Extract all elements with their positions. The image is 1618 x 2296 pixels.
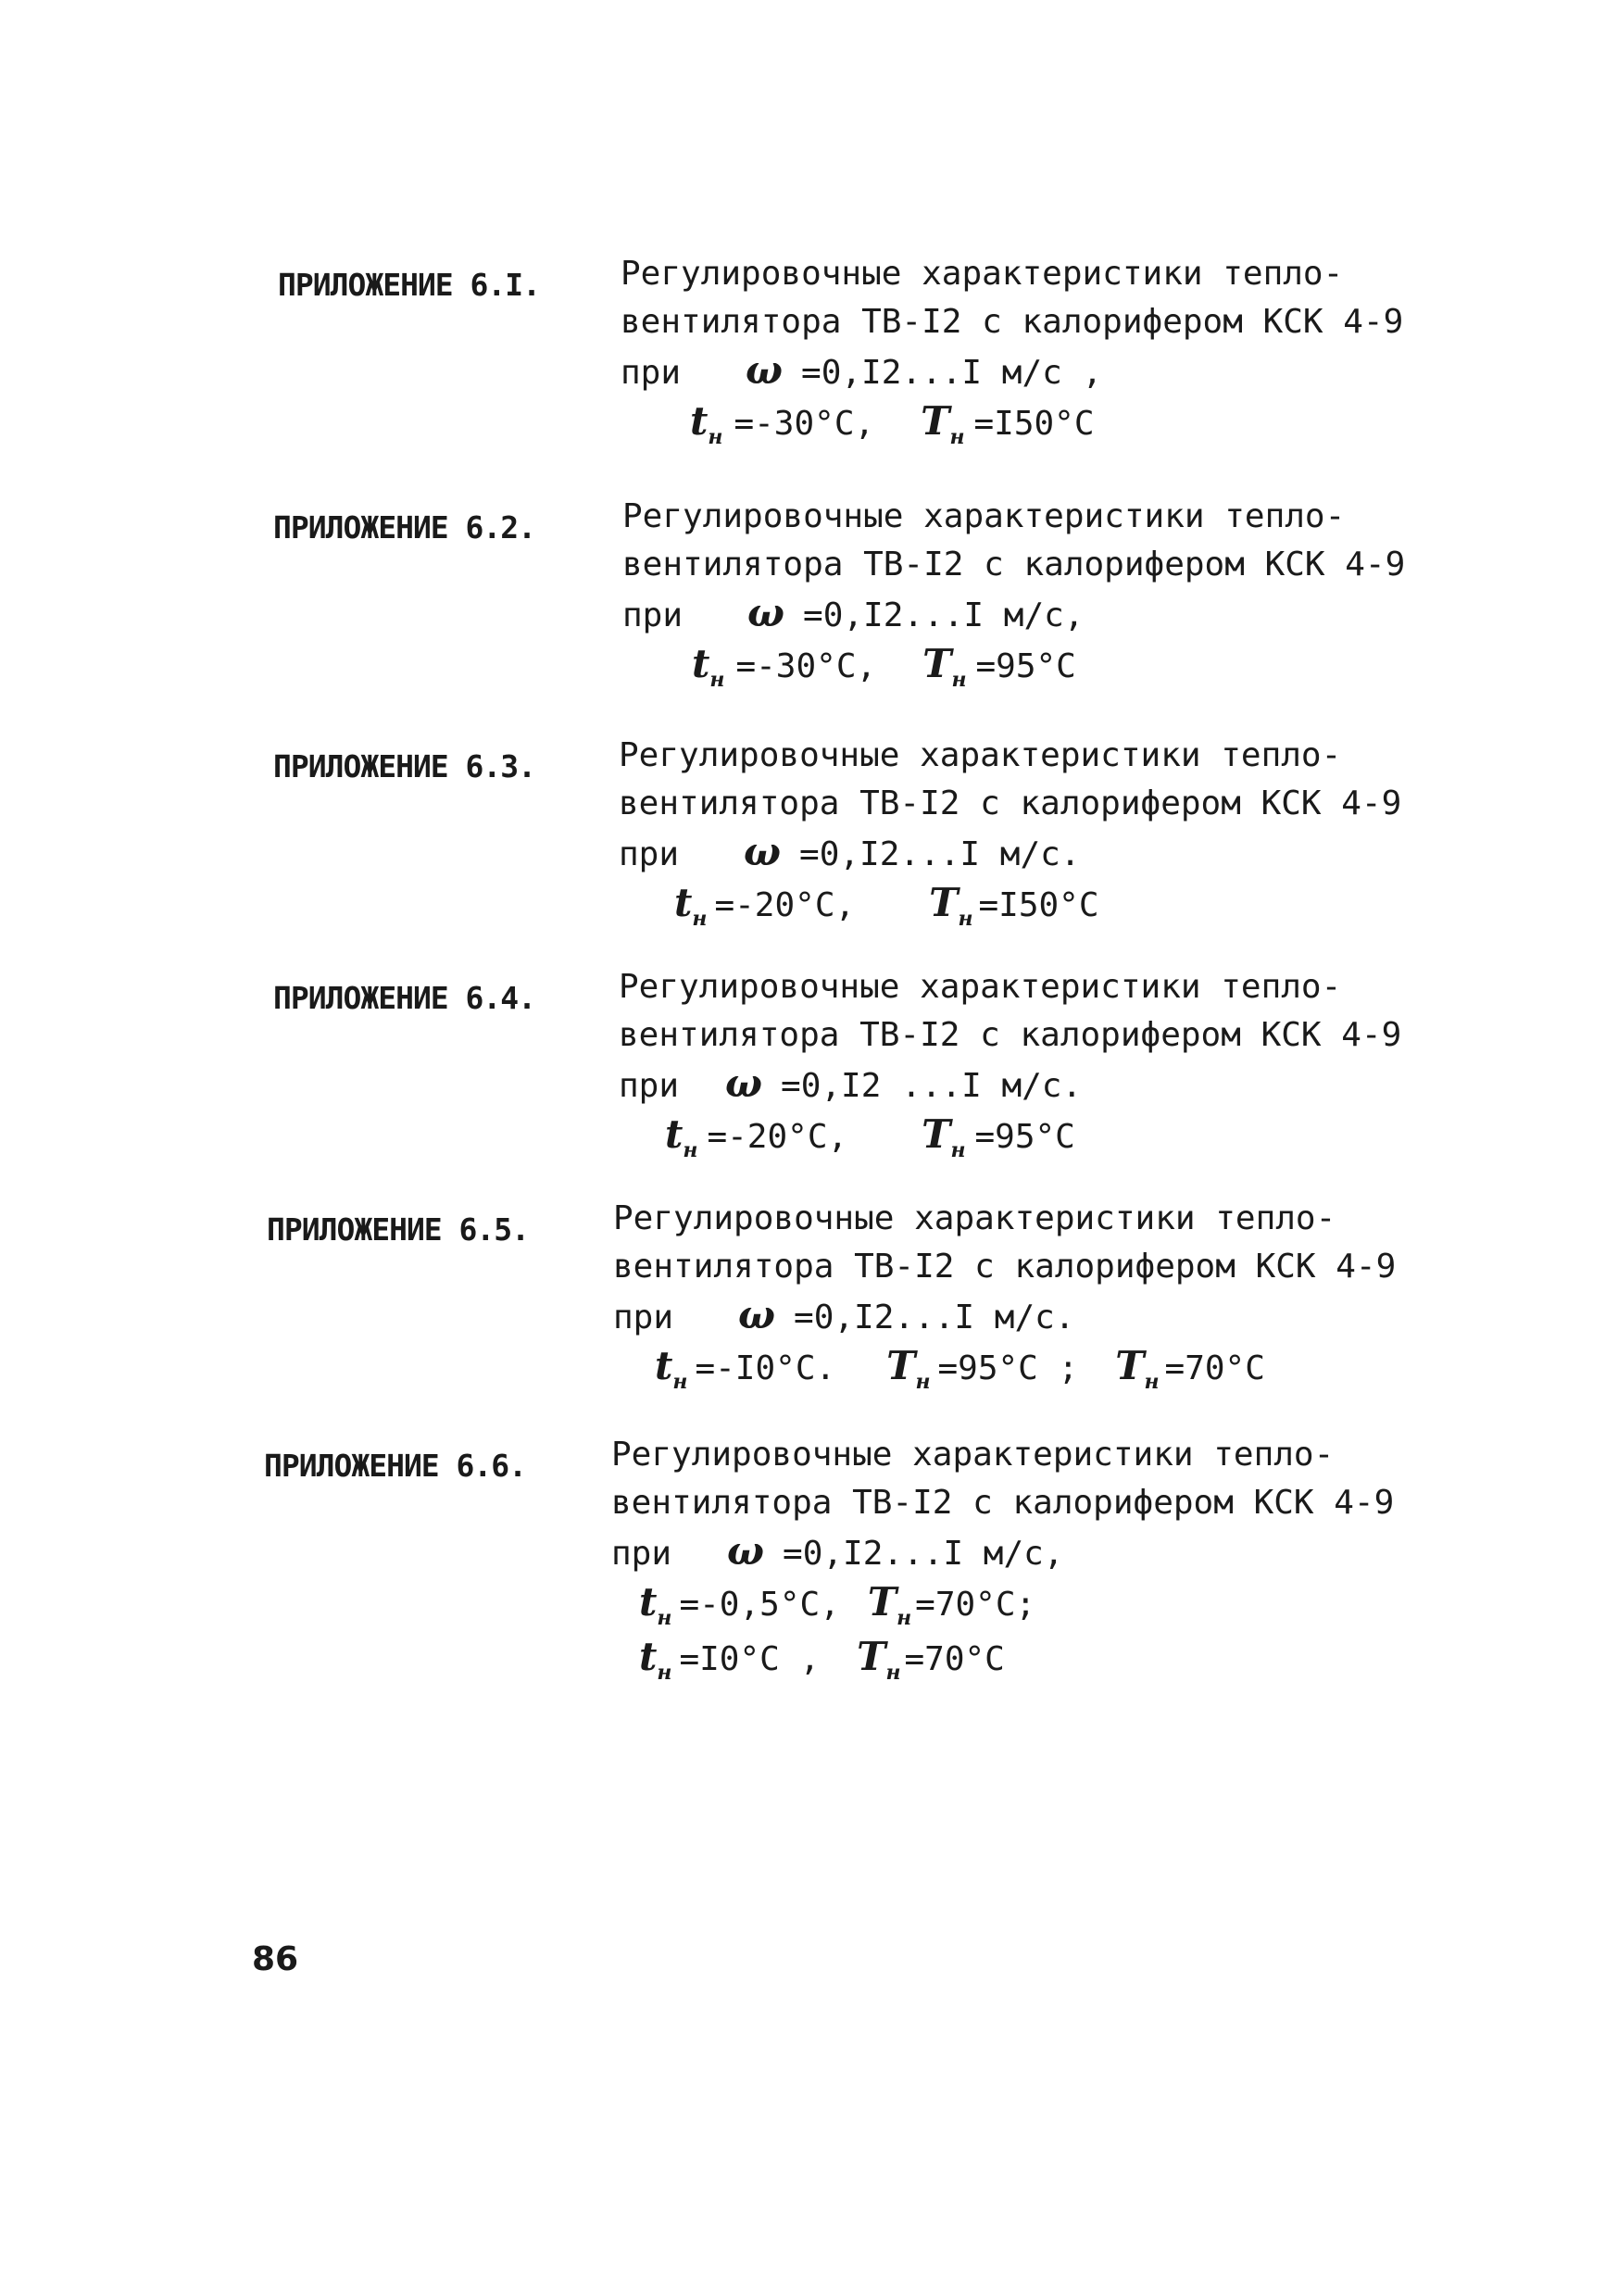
subscript-n: н <box>692 907 708 931</box>
appendix-description <box>611 1431 1395 1687</box>
condition-line <box>621 397 1380 452</box>
outdoor-temp-value: =-30°C, <box>735 647 877 685</box>
appendix-description <box>613 1195 1397 1397</box>
appendix-label: ПРИЛОЖЕНИЕ 6.4. <box>273 980 536 1016</box>
omega-symbol: ω <box>727 1528 765 1574</box>
water-temp-value: =70°C; <box>915 1586 1036 1624</box>
description-line-3 <box>622 589 1382 640</box>
omega-symbol: ω <box>747 590 785 635</box>
subscript-n: н <box>709 668 725 692</box>
t-symbol: t <box>655 1343 673 1388</box>
prefix-text: при <box>611 1535 672 1573</box>
subscript-n: н <box>708 425 723 449</box>
description-line-3 <box>621 346 1380 397</box>
t-symbol: t <box>665 1111 684 1157</box>
description-line-1: Регулировочные характеристики тепло- <box>613 1199 1336 1237</box>
appendix-description <box>619 732 1402 934</box>
t-symbol: t <box>639 1579 658 1625</box>
omega-symbol: ω <box>746 347 784 393</box>
outdoor-temp-value: =-0,5°C, <box>679 1586 840 1624</box>
outdoor-temp-value: =I0°C , <box>679 1640 821 1678</box>
outdoor-temp-value: =-20°C, <box>714 886 856 924</box>
description-line-2: вентилятора ТВ-I2 с калорифером КСК 4-9 <box>621 303 1404 341</box>
subscript-n: н <box>951 668 967 692</box>
subscript-n: н <box>1144 1370 1160 1394</box>
water-temp-value-2: =70°C <box>1164 1349 1265 1387</box>
description-line-3 <box>619 1060 1378 1110</box>
appendix-label: ПРИЛОЖЕНИЕ 6.5. <box>267 1211 530 1248</box>
appendix-label: ПРИЛОЖЕНИЕ 6.2. <box>273 509 536 546</box>
prefix-text: при <box>619 1067 680 1105</box>
subscript-n: н <box>657 1661 672 1685</box>
subscript-n: н <box>885 1661 901 1685</box>
appendix-description <box>619 963 1402 1165</box>
condition-line <box>613 1342 1373 1397</box>
t-symbol: t <box>690 398 709 444</box>
appendix-label: ПРИЛОЖЕНИЕ 6.I. <box>278 267 541 303</box>
description-line-1: Регулировочные характеристики тепло- <box>622 497 1346 535</box>
condition-line <box>611 1633 1371 1687</box>
t-symbol: t <box>692 641 710 686</box>
subscript-n: н <box>657 1606 672 1630</box>
subscript-n: н <box>915 1370 931 1394</box>
velocity-range: =0,I2...I м/с, <box>783 1535 1064 1573</box>
description-line-1: Регулировочные характеристики тепло- <box>611 1436 1335 1474</box>
description-line-2: вентилятора ТВ-I2 с калорифером КСК 4-9 <box>613 1248 1397 1286</box>
subscript-n: н <box>897 1606 912 1630</box>
water-temp-value: =95°C <box>974 1118 1075 1156</box>
description-line-1: Регулировочные характеристики тепло- <box>621 255 1344 293</box>
T-symbol: T <box>1115 1343 1145 1388</box>
description-line-2: вентилятора ТВ-I2 с калорифером КСК 4-9 <box>619 1016 1402 1054</box>
appendix-label: ПРИЛОЖЕНИЕ 6.6. <box>264 1448 527 1484</box>
subscript-n: н <box>958 907 973 931</box>
T-symbol: T <box>929 880 959 925</box>
prefix-text: при <box>622 596 684 634</box>
velocity-range: =0,I2...I м/с, <box>803 596 1085 634</box>
appendix-description <box>622 493 1406 695</box>
appendix-label: ПРИЛОЖЕНИЕ 6.3. <box>273 748 536 784</box>
subscript-n: н <box>672 1370 688 1394</box>
water-temp-value: =95°C <box>975 647 1076 685</box>
velocity-range: =0,I2 ...I м/с. <box>781 1067 1083 1105</box>
prefix-text: при <box>621 354 682 392</box>
omega-symbol: ω <box>738 1292 776 1337</box>
outdoor-temp-value: =-30°C, <box>734 405 875 443</box>
outdoor-temp-value: =-I0°C. <box>695 1349 836 1387</box>
prefix-text: при <box>613 1299 674 1336</box>
T-symbol: T <box>922 641 952 686</box>
subscript-n: н <box>683 1138 698 1162</box>
velocity-range: =0,I2...I м/с , <box>801 354 1103 392</box>
T-symbol: T <box>921 398 950 444</box>
T-symbol: T <box>857 1634 886 1679</box>
T-symbol: T <box>886 1343 916 1388</box>
prefix-text: при <box>619 835 680 873</box>
velocity-range: =0,I2...I м/с. <box>794 1299 1075 1336</box>
water-temp-value: =95°C ; <box>937 1349 1079 1387</box>
description-line-1: Регулировочные характеристики тепло- <box>619 968 1342 1006</box>
description-line-1: Регулировочные характеристики тепло- <box>619 736 1342 774</box>
condition-line <box>619 879 1378 934</box>
t-symbol: t <box>639 1634 658 1679</box>
T-symbol: T <box>867 1579 897 1625</box>
description-line-3 <box>619 828 1378 879</box>
omega-symbol: ω <box>725 1060 763 1106</box>
water-temp-value: =I50°C <box>973 405 1095 443</box>
description-line-2: вентилятора ТВ-I2 с калорифером КСК 4-9 <box>622 546 1406 583</box>
omega-symbol: ω <box>744 829 782 874</box>
description-line-3 <box>613 1291 1373 1342</box>
condition-line <box>611 1578 1371 1633</box>
description-line-2: вентилятора ТВ-I2 с калорифером КСК 4-9 <box>611 1484 1395 1522</box>
condition-line <box>619 1110 1378 1165</box>
velocity-range: =0,I2...I м/с. <box>799 835 1081 873</box>
description-line-3 <box>611 1527 1371 1578</box>
T-symbol: T <box>922 1111 951 1157</box>
condition-line <box>622 640 1382 695</box>
appendix-description <box>621 250 1404 452</box>
description-line-2: вентилятора ТВ-I2 с калорифером КСК 4-9 <box>619 784 1402 822</box>
t-symbol: t <box>674 880 693 925</box>
page-number: 86 <box>252 1940 299 1978</box>
outdoor-temp-value: =-20°C, <box>707 1118 848 1156</box>
subscript-n: н <box>950 1138 966 1162</box>
water-temp-value: =I50°C <box>978 886 1099 924</box>
water-temp-value: =70°C <box>904 1640 1005 1678</box>
subscript-n: н <box>949 425 965 449</box>
